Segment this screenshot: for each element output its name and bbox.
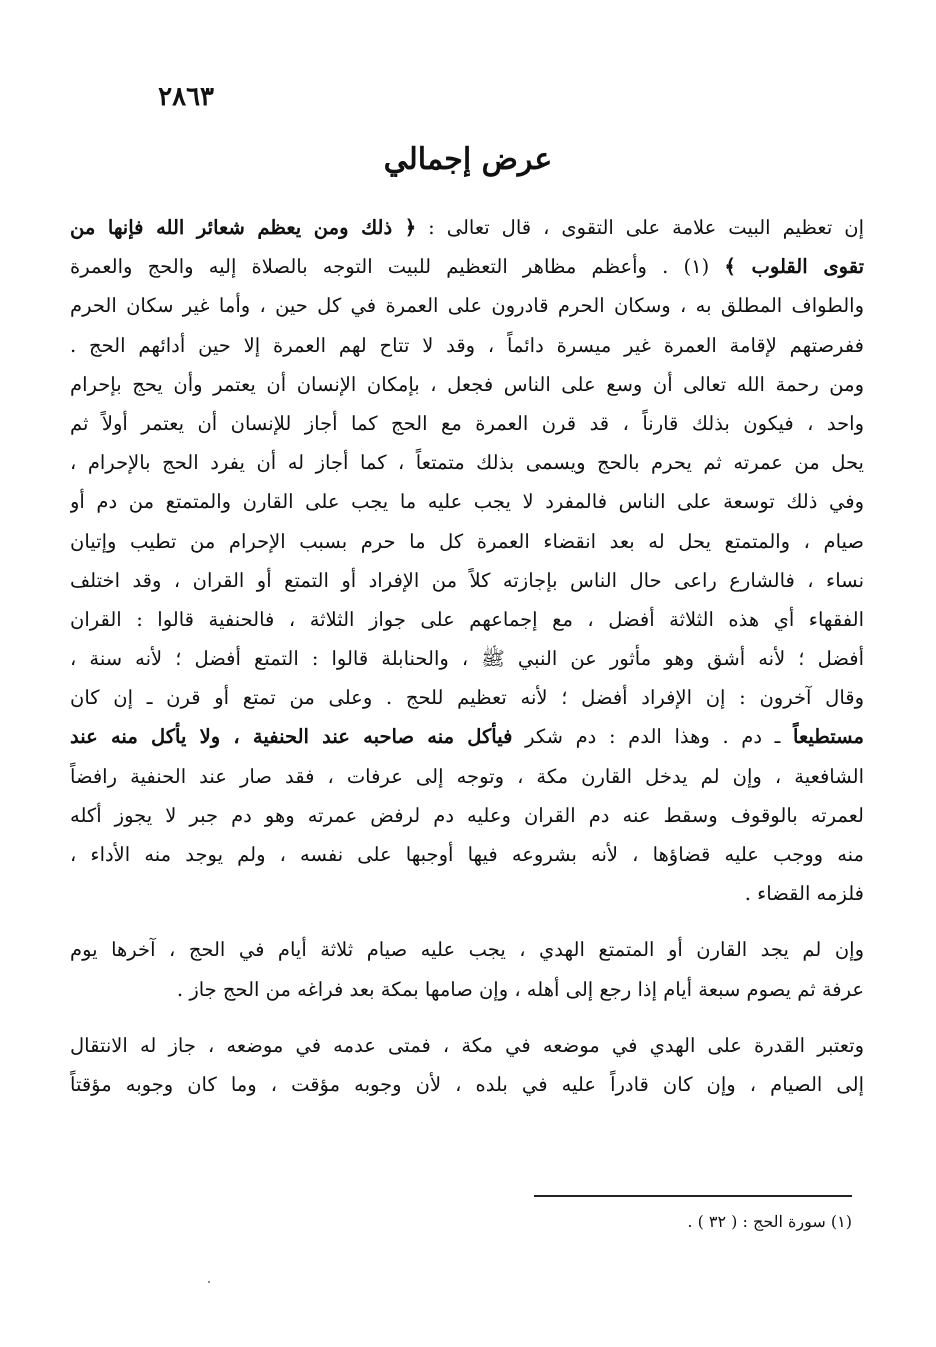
text-line: الفقهاء أي هذه الثلاثة أفضل ، مع إجماعهم على جواز الثلاثة ، فالحنفية قالوا : القران [70,607,864,631]
text-line: صيام ، والمتمتع يحل له بعد انقضاء العمرة كل ما حرم بسبب الإحرام من تطيب وإتيان [70,529,864,553]
paragraph-gap [70,1009,864,1026]
text-line: ففرصتهم لإقامة العمرة غير ميسرة دائماً ، وقد لا تتاح لهم العمرة إلا حين أدائهم الحج . [70,333,864,357]
section-heading: عرض إجمالي [383,142,553,177]
text-span: ـ دم . وهذا الدم : دم شكر [512,725,794,749]
scan-speck [208,1281,210,1283]
text-line [70,247,864,286]
text-line: ومن رحمة الله تعالى أن وسع على الناس فجعل ، بإمكان الإنسان أن يعتمر وأن يحج بإحرام [70,372,864,396]
quran-quote: تقوى القلوب ﴾ [724,255,864,279]
page-number: ٢٨٦٣ [158,82,214,112]
paragraph-1 [70,208,864,913]
paragraph-3 [70,1026,864,1104]
text-line: فلزمه القضاء . [744,882,864,906]
text-line: الشافعية ، وإن لم يدخل القارن مكة ، وتوجه إلى عرفات ، فقد صار عند الحنفية رافضاً [70,764,864,788]
text-line: وتعتبر القدرة على الهدي في موضعه في مكة ، فمتى عدمه في موضعه ، جاز له الانتقال [70,1033,864,1057]
text-line: وفي ذلك توسعة على الناس فالمفرد لا يجب عليه ما يجب على القارن والمتمتع من دم أو [70,490,864,514]
text-line: منه ووجب عليه قضاؤها ، لأنه بشروعه فيها أوجبها على نفسه ، ولم يوجد منه الأداء ، [70,843,864,866]
paragraph-gap [70,913,864,930]
text-line: إلى الصيام ، وإن كان قادراً عليه في بلده ، لأن وجوبه مؤقت ، وما كان وجوبه مؤقتاً [70,1072,864,1096]
text-line [70,717,864,756]
text-line: وقال آخرون : إن الإفراد أفضل ؛ لأنه تعظيم للحج . وعلى من تمتع أو قرن ـ إن كان [70,686,864,710]
footnote-divider [534,1195,852,1197]
text-span: (١) . وأعظم مظاهر التعظيم للبيت التوجه بالصلاة إليه والحج والعمرة [70,255,725,279]
text-line: عرفة ثم يصوم سبعة أيام إذا رجع إلى أهله ، وإن صامها بمكة بعد فراغه من الحج جاز . [176,977,864,1001]
text-span: إن تعظيم البيت علامة على التقوى ، قال تعالى : [416,216,864,239]
text-line: أفضل ؛ لأنه أشق وهو مأثور عن النبي ﷺ ، والحنابلة قالوا : التمتع أفضل ؛ لأنه سنة ، [70,647,864,671]
paragraph-2 [70,930,864,1008]
text-line: والطواف المطلق به ، وسكان الحرم قادرون على العمرة في كل حين ، وأما غير سكان الحرم [70,294,864,318]
bold-term: مستطيعاً [793,725,864,749]
text-line: واحد ، فيكون بذلك قارناً ، قد قرن العمرة مع الحج كما أجاز للإنسان أن يعتمر أولاً ثم [70,411,864,435]
text-line: وإن لم يجد القارن أو المتمتع الهدي ، يجب عليه صيام ثلاثة أيام في الحج ، آخرها يوم [70,938,864,962]
text-line: لعمرته بالوقوف وسقط عنه دم القران وعليه دم لرفض عمرته وهو دم جبر لا يجوز أكله [70,803,864,827]
bold-phrase: فيأكل منه صاحبه عند الحنفية ، ولا يأكل منه عند [70,725,513,749]
text-line [70,208,864,247]
text-line: يحل من عمرته ثم يحرم بالحج ويسمى بذلك متمتعاً ، كما أجاز له أن يفرد الحج بالإحرام ، [70,451,864,475]
quran-quote: ﴿ ذلك ومن يعظم شعائر الله فإنها من [70,216,417,239]
footnote: (١) سورة الحج : ( ٣٢ ) . [687,1212,852,1231]
text-line: نساء ، فالشارع راعى حال الناس بإجازته كلاً من الإفراد أو التمتع أو القران ، وقد اختلف [70,568,864,592]
body-text [70,208,864,1104]
